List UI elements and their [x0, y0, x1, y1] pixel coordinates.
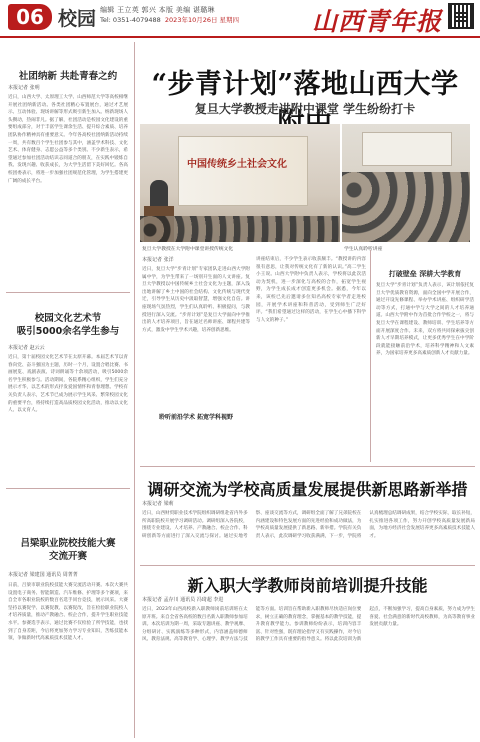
headline-teacher-training: 新入职大学教师岗前培训提升技能 [187, 576, 428, 595]
page-number: 06 [8, 4, 52, 30]
feature-subheadline: 复旦大学教授走进附中课堂 学生纷纷打卡 [194, 102, 416, 116]
photo-caption-1: 复旦大学教授在大学附中课堂讲授传统文化 [142, 247, 234, 252]
byline-teacher-training: 本报记者 孟存川 通讯员 冯琦超 李进 [142, 597, 224, 603]
students-photo [342, 124, 470, 242]
page-header [0, 0, 480, 38]
editor-line: 编辑 王立英 郭兴 本版 美编 谌璐琳 [100, 6, 215, 14]
section-divider [140, 565, 475, 566]
headline-skills-contest: 吕梁职业院校技能大赛 交流开赛 [20, 538, 116, 562]
classroom-window [362, 132, 452, 166]
byline-feature: 本报记者 张洋 [142, 257, 174, 263]
headline-arts-festival: 校园文化艺术节 吸引5000余名学生参与 [16, 313, 120, 337]
column-rule [134, 42, 135, 738]
screen-title: 中国传统乡土社会文化 [187, 159, 287, 170]
photo-caption-2: 学生认真聆听讲座 [344, 247, 383, 252]
body-teacher-training: 近日，2023年山西高校新入职教师岗前培训班在太原开班。来自全省各高校的数百名新入职教师参加培训。本次培训为期一周，采取专题讲座、教学观摩、分组研讨、实践演练等多种形式，内容涵盖师德师风、教育法规、高等教育学、心理学、教学方法与技能等方面。培训旨在帮助新入职教师尽快适应岗位要求，树立正确的教育理念，掌握基本的教学技能，提升教育教学能力。参训教师纷纷表示，培训内容丰富、针对性强，既有理论指导又有实践操作，对今后的教学工作具有重要的指导意义。将以此次培训为新起点，不断加强学习，提高自身素质，努力成为学生喜爱、社会满意的新时代高校教师，为高等教育事业发展贡献力量。 [142, 607, 475, 643]
headline-clubs: 社团纳新 共赴青春之约 [18, 71, 118, 82]
tel-date-line: Tel: 0351-4079488 2023年10月26日 星期四 [100, 16, 240, 24]
body-clubs: 近日，山西大学、太原理工大学、山西师范大学等高校相继开展社团纳新活动。各类社团精心布置展台，通过才艺展示、互动体验、现场讲解等形式吸引新生加入。纳新现场人头攒动，热闹非凡。据了解，社团活动是校园文化建设的重要组成部分，对于丰富学生课余生活、提升综合素质、培养团队协作精神具有重要意义。今年各高校社团纳新活动持续一周，共有数百个学生社团参与其中，涵盖学术科技、文化艺术、体育健身、志愿公益等多个类别。不少新生表示，希望通过参加社团活动结识志同道合的朋友，在实践中锻炼自我、发现兴趣、收获成长，为大学生活留下美好回忆。各高校团委表示，将进一步加强社团规范化管理，为学生搭建更广阔的成长平台。 [8, 95, 128, 184]
byline-clubs: 本报记者 张明 [8, 85, 40, 91]
column-rule [370, 250, 371, 462]
section-divider [140, 466, 475, 467]
lecture-photo [140, 124, 340, 242]
feature-headline: “步青计划”落地山西大学 [151, 69, 459, 100]
audience [140, 216, 340, 242]
byline-skills-contest: 本报记者 梁建国 通讯员 周菁菁 [8, 572, 78, 578]
newspaper-masthead: 山西青年报 [311, 7, 442, 36]
byline-research-exchange: 本报记者 梁莉 [142, 501, 174, 507]
column-divider [6, 292, 130, 293]
body-arts-festival: 近日，第十届校园文化艺术节在太原开幕。本届艺术节以青春向党、奋斗强国为主题，历时一个月，设置合唱比赛、书画展览、戏剧表演、诗词朗诵等十余项活动，吸引5000余名学生积极参与。活动期间，各院系精心组织，学生们充分展示才华，以艺术的形式抒发爱国情怀和青春理想。学校有关负责人表示，艺术节已成为展示学生风采、繁荣校园文化的重要平台，将持续打造高品质校园文化活动，推动以文化人、以文育人。 [8, 355, 128, 414]
body-feature-col2: 讲座结束后，不少学生表示收获颇丰。“教授讲的内容很有意思，让我对传统文化有了新的认识。”高二学生小王说。山西大学附中负责人表示，学校将以此次活动为契机，进一步深化与高校的合作，拓宽学生视野，为学生成长成才创造更多机会。据悉，今年以来，该校已先后邀请多位知名高校专家学者走进校园，开展学术讲座和科普活动，受到师生广泛好评。“我们希望通过这样的活动，在学生心中播下科学与人文的种子。” [256, 257, 366, 323]
feature-section-head: 聆听前沿学术 拓宽学科视野 [142, 410, 250, 423]
body-skills-contest: 日前，吕梁市职业院校技能大赛交流活动开赛。本次大赛共设置电子商务、智能制造、汽车维修、护理等多个赛项，来自全市各职业院校的数百名选手同台竞技，展示风采。大赛坚持以赛促学、以赛促教、以赛促改，旨在检验职业院校人才培养质量，推动产教融合、校企合作，提升学生职业技能水平。参赛选手表示，通过比赛不仅检验了所学技能，也找到了自身差距，今后将更加努力学习专业知识，苦练技能本领，争做新时代高素质技术技能人才。 [8, 583, 128, 642]
column-divider [6, 488, 130, 489]
byline-arts-festival: 本报记者 赵云云 [8, 345, 45, 351]
body-feature-col3-top [376, 256, 474, 266]
section-name: 校园 [58, 8, 97, 30]
body-feature-col1: 近日，复旦大学“步青计划”专家团队走进山西大学附属中学，为学生带来了一场别开生面的人文讲座。复旦大学教授以中国传统乡土社会文化为主题，深入浅出地讲解了乡土中国的社会结构、文化传统与现代变迁，引导学生从历史中汲取智慧，增强文化自信。讲座现场气氛热烈，学生们认真聆听、积极提问，与教授进行深入交流。“步青计划”是复旦大学面向中学推出的人才培养项目，旨在通过名师讲座、课程共建等方式，激发中学生学术兴趣，培养创新思维。 [142, 267, 250, 333]
headline-research-exchange: 调研交流为学校高质量发展提供新思路新举措 [147, 480, 468, 499]
students-figures [342, 172, 470, 242]
projection-screen [178, 136, 308, 206]
feature-box-title: 打破壁垒 深耕大学教育 [388, 270, 462, 278]
body-feature-col3: 复旦大学“步青计划”负责人表示，该计划依托复旦大学优质教育资源，面向全国中学开展合作，通过开设先修课程、举办学术讲座、组织研学活动等方式，打通中学与大学之间的人才培养通道。山西大学附中作为首批合作学校之一，将与复旦大学在课程建设、教师培训、学生培养等方面开展深度合作。未来，双方将共同探索拔尖创新人才早期培养模式，让更多优秀学生在中学阶段就能接触前沿学术，培养科学精神和人文素养，为国家培养更多高素质创新人才贡献力量。 [376, 283, 474, 357]
body-research-exchange: 近日，山西财贸职业技术学院组织调研组赴省内外多所高职院校开展学习调研活动。调研组深入各院校，围绕专业建设、人才培养、产教融合、校企合作、科研创新等方面进行了深入交流与探讨。通过实地考察、座谈交流等方式，调研组全面了解了兄弟院校在内涵建设和特色发展方面的先进经验和成功做法，为学校高质量发展提供了新思路、新举措。学院有关负责人表示，此次调研学习收获满满，下一步，学院将认真梳理总结调研成果，结合学校实际，取长补短，扎实推进各项工作，努力开创学校高质量发展新局面，为地方经济社会发展培养更多高素质技术技能人才。 [142, 511, 475, 539]
qr-code-icon [448, 3, 474, 29]
